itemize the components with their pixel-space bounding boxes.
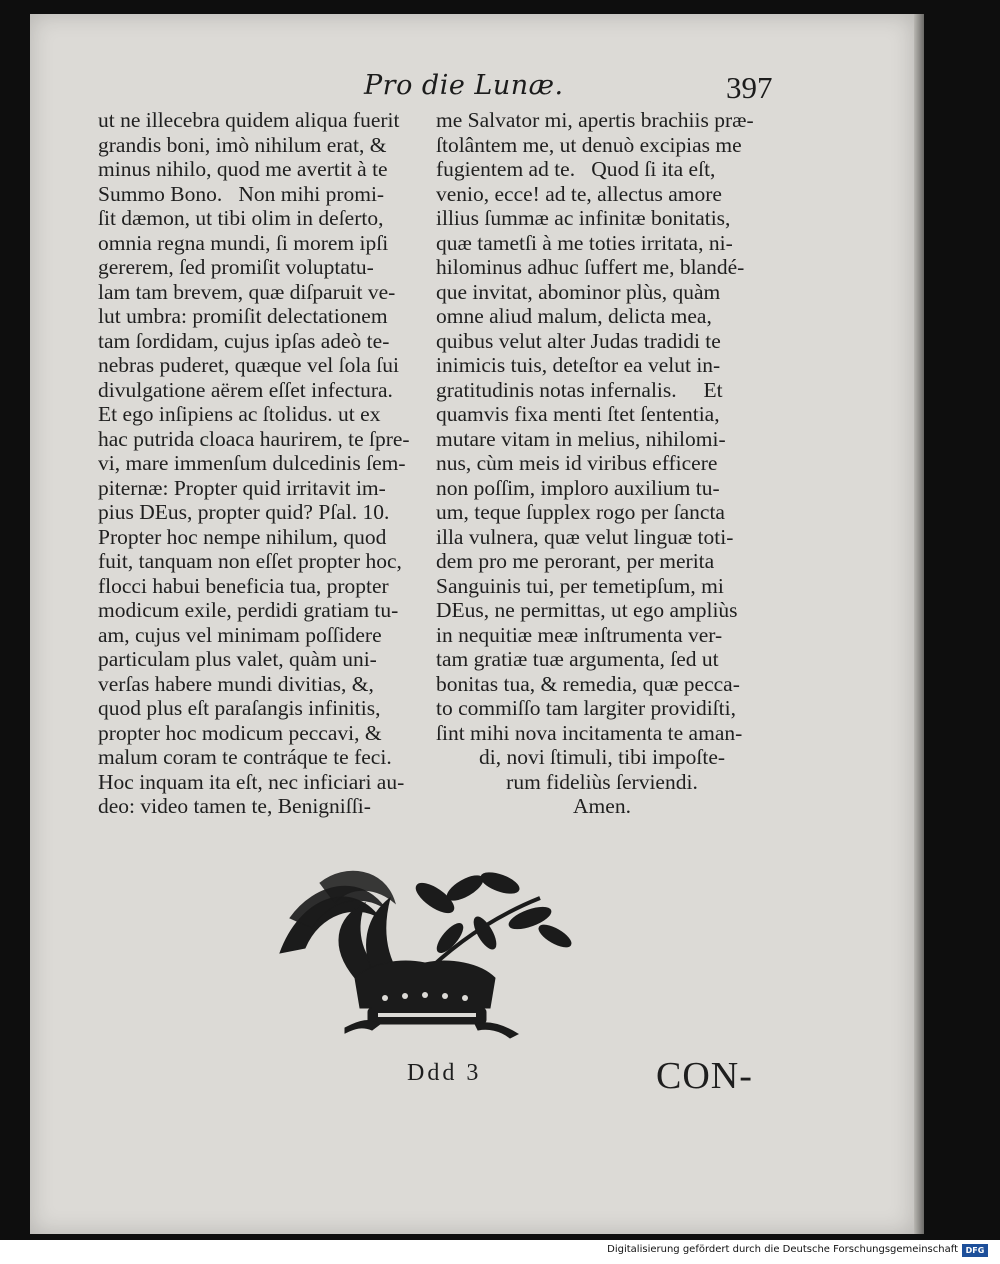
text-line: gratitudinis notas infernalis. Et	[436, 377, 723, 402]
running-head: Pro die Lunæ.	[364, 70, 564, 101]
signature-mark: Ddd 3	[407, 1060, 482, 1086]
text-line: illius ſummæ ac infinitæ bonitatis,	[436, 206, 731, 230]
text-line: piternæ: Propter quid irritavit im-	[98, 475, 386, 500]
text-line: um, teque ſupplex rogo per ſancta	[436, 500, 725, 524]
text-line: divulgatione aërem eſſet infectura.	[98, 377, 393, 402]
text-line: quæ tametſi à me toties irritata, ni-	[436, 230, 733, 255]
text-line: hilominus adhuc ſuffert me, blandé-	[436, 255, 745, 279]
text-line: vi, mare immenſum dulcedinis ſem-	[98, 451, 406, 475]
text-line: inimicis tuis, deteſtor ea velut in-	[436, 353, 721, 377]
text-line: Propter hoc nempe nihilum, quod	[98, 524, 387, 549]
text-line: am, cujus vel minimam poſſidere	[98, 622, 382, 647]
text-line: hac putrida cloaca haurirem, te ſpre-	[98, 426, 410, 451]
text-line: dem pro me perorant, per merita	[436, 549, 715, 573]
text-line: to commiſſo tam largiter providiſti,	[436, 696, 736, 720]
text-line: tam ſordidam, cujus ipſas adeò te-	[98, 328, 390, 353]
text-line: modicum exile, perdidi gratiam tu-	[98, 598, 399, 622]
text-line: venio, ecce! ad te, allectus amore	[436, 181, 722, 206]
text-line: quamvis fixa menti ſtet ſententia,	[436, 402, 720, 426]
text-line: ut ne illecebra quidem aliqua fuerit	[98, 108, 400, 132]
text-line: lut umbra: promiſit delectationem	[98, 304, 388, 328]
text-line: DEus, ne permittas, ut ego ampliùs	[436, 598, 738, 622]
text-line: que invitat, abominor plùs, quàm	[436, 279, 721, 304]
text-line: illa vulnera, quæ velut linguæ toti-	[436, 524, 734, 549]
text-line: mutare vitam in melius, nihilomi-	[436, 426, 726, 451]
text-line: ſit dæmon, ut tibi olim in deſerto,	[98, 206, 384, 230]
text-line: ſtolântem me, ut denuò excipias me	[436, 132, 742, 157]
text-line: in nequitiæ meæ inſtrumenta ver-	[436, 622, 723, 647]
text-line: me Salvator mi, apertis brachiis præ-	[436, 108, 754, 132]
right-text-column	[436, 108, 768, 819]
text-line: grandis boni, imò nihilum erat, &	[98, 132, 387, 157]
page-number: 397	[726, 70, 773, 105]
text-line: di, novi ſtimuli, tibi impoſte-	[478, 745, 726, 769]
text-line: quibus velut alter Judas tradidi te	[436, 328, 721, 353]
text-line: gererem, ſed promiſit voluptatu-	[98, 255, 374, 279]
text-line: flocci habui beneficia tua, propter	[98, 573, 389, 598]
text-line: nebras puderet, quæque vel ſola ſui	[98, 353, 399, 377]
dfg-logo: DFG	[962, 1244, 988, 1257]
text-line: tam gratiæ tuæ argumenta, ſed ut	[436, 647, 719, 671]
text-line: Sanguinis tui, per temetipſum, mi	[436, 573, 724, 598]
text-line: lam tam brevem, quæ diſparuit ve-	[98, 279, 396, 304]
floral-vignette-ornament	[260, 858, 580, 1048]
text-line: fuit, tanquam non eſſet propter hoc,	[98, 549, 402, 573]
text-line: verſas habere mundi divitias, &,	[98, 671, 374, 696]
text-line: particulam plus valet, quàm uni-	[98, 647, 377, 671]
text-line: ſint mihi nova incitamenta te aman-	[436, 720, 743, 745]
text-line: fugientem ad te. Quod ſi ita eſt,	[436, 157, 716, 181]
text-line: malum coram te contráque te feci.	[98, 745, 392, 769]
text-line: omnia regna mundi, ſi morem ipſi	[98, 230, 389, 255]
text-line: nus, cùm meis id viribus efficere	[436, 451, 718, 475]
text-line: bonitas tua, & remedia, quæ pecca-	[436, 671, 740, 696]
left-text-column	[98, 108, 430, 819]
text-line: Amen.	[573, 794, 631, 818]
text-line: minus nihilo, quod me avertit à te	[98, 157, 388, 181]
text-line: Summo Bono. Non mihi promi-	[98, 181, 385, 206]
text-line: omne aliud malum, delicta mea,	[436, 304, 712, 328]
text-line: pius DEus, propter quid? Pſal. 10.	[98, 500, 390, 524]
footer-bar	[0, 1240, 1000, 1264]
text-line: rum fideliùs ſerviendi.	[506, 769, 698, 794]
text-line: propter hoc modicum peccavi, &	[98, 720, 382, 745]
text-line: deo: video tamen te, Benigniſſi-	[98, 794, 371, 818]
text-line: non poſſim, imploro auxilium tu-	[436, 475, 720, 500]
text-line: quod plus eſt paraſangis infinitis,	[98, 696, 381, 720]
text-line: Et ego inſipiens ac ſtolidus. ut ex	[98, 402, 381, 426]
text-line: Hoc inquam ita eſt, nec inficiari au-	[98, 769, 405, 794]
catchword: CON-	[656, 1055, 753, 1097]
page-edge	[914, 14, 924, 1234]
funding-credit: Digitalisierung gefördert durch die Deutsche Forschungsgemeinschaft	[607, 1244, 958, 1255]
